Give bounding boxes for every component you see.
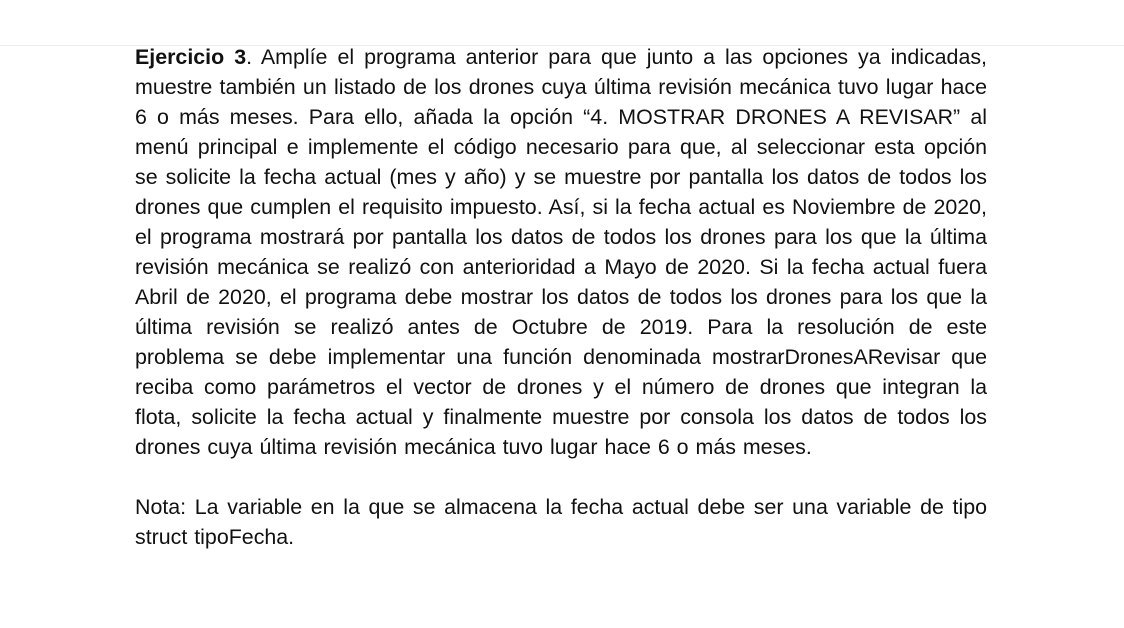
document-body — [135, 42, 987, 552]
exercise-paragraph — [135, 42, 987, 462]
note-paragraph: Nota: La variable en la que se almacena la fecha actual debe ser una variable de tipo struct tipoFecha. — [135, 495, 987, 549]
exercise-text: . Amplíe el programa anterior para que junto a las opciones ya indicadas, muestre también un listado de los drones cuya última revisión mecánica tuvo lugar hace 6 o más meses. Para ello, añada la opción “4. MOSTRAR DRONES A REVISAR” al menú principal e implemente el código necesario para que, al seleccionar esta opción se solicite la fecha actual (mes y año) y se muestre por pantalla los datos de todos los drones que cumplen el requisito impuesto. Así, si la fecha actual es Noviembre de 2020, el programa mostrará por pantalla los datos de todos los drones para los que la última revisión mecánica se realizó con anterioridad a Mayo de 2020. Si la fecha actual fuera Abril de 2020, el programa debe mostrar los datos de todos los drones para los que la última revisión se realizó antes de Octubre de 2019. Para la resolución de este problema se debe implementar una función denominada mostrarDronesARevisar que reciba como parámetros el vector de drones y el número de drones que integran la flota, solicite la fecha actual y finalmente muestre por consola los datos de todos los drones cuya última revisión mecánica tuvo lugar hace 6 o más meses. — [135, 45, 987, 459]
exercise-title: Ejercicio 3 — [135, 45, 247, 69]
